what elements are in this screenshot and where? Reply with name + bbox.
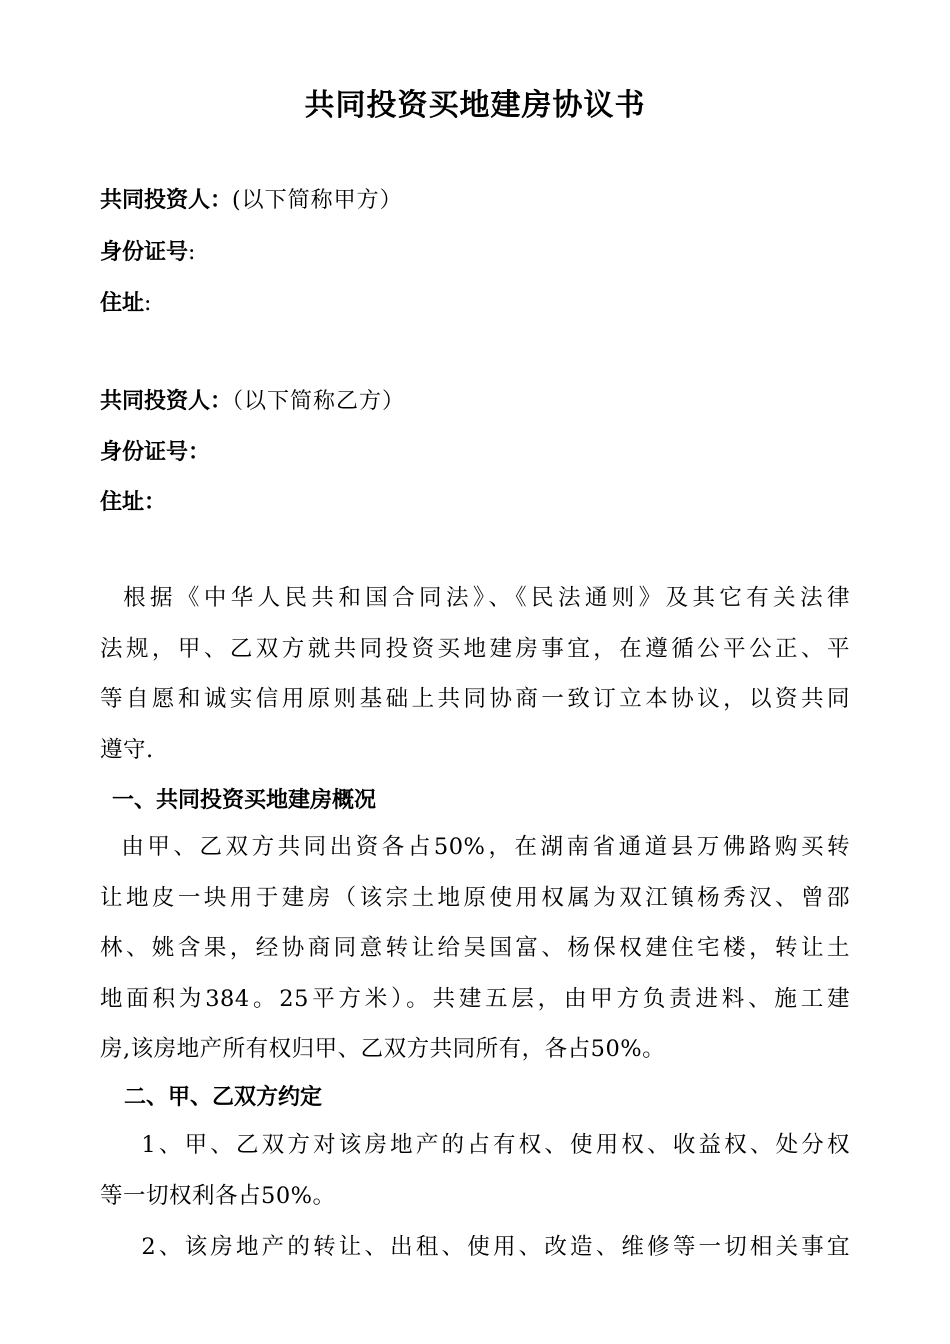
party-b-id-line — [100, 435, 210, 466]
party-b-address-line — [100, 485, 166, 516]
intro-line: 等自愿和诚实信用原则基础上共同协商一致订立本协议，以资共同 — [100, 686, 850, 713]
party-a-address-line — [100, 286, 152, 317]
party-a-id-line — [100, 235, 196, 266]
party-a-investor-note: (以下简称甲方） — [232, 188, 403, 213]
party-a-address-colon: : — [144, 291, 153, 316]
party-b-investor-label: 共同投资人： — [100, 389, 233, 414]
party-a-investor-line — [100, 183, 403, 214]
section-2-item-2-line: 2、该房地产的转让、出租、使用、改造、维修等一切相关事宜 — [100, 1234, 850, 1260]
section-1-line: 让地皮一块用于建房（该宗土地原使用权属为双江镇杨秀汉、曾邵 — [100, 884, 850, 911]
section-1-heading: 一、共同投资买地建房概况 — [112, 788, 377, 813]
intro-line: 遵守. — [100, 736, 154, 763]
party-a-investor-label: 共同投资人： — [100, 188, 233, 213]
intro-paragraph — [100, 573, 850, 775]
section-2-item-1 — [100, 1120, 850, 1221]
document-title: 共同投资买地建房协议书 — [304, 88, 646, 123]
section-1-line: 地面积为384。25平方米）。共建五层，由甲方负责进料、施工建 — [100, 985, 850, 1012]
section-2-heading: 二、甲、乙双方约定 — [124, 1085, 323, 1110]
intro-line: 根据《中华人民共和国合同法》、《民法通则》及其它有关法律 — [100, 585, 850, 611]
party-b-address-label: 住址： — [100, 490, 167, 515]
party-b-investor-note: （以下简称乙方） — [232, 389, 406, 414]
section-1-paragraph — [100, 822, 850, 1075]
intro-line: 法规，甲、乙双方就共同投资买地建房事宜，在遵循公平公正、平 — [100, 635, 850, 662]
section-1-line: 林、姚含果，经协商同意转让给吴国富、杨保权建住宅楼，转让土 — [100, 935, 850, 962]
section-1-line: 房,该房地产所有权归甲、乙双方共同所有，各占50%。 — [100, 1036, 666, 1063]
party-b-id-label: 身份证号： — [100, 440, 211, 465]
party-a-address-label: 住址 — [100, 291, 145, 316]
party-a-id-label: 身份证号 — [100, 240, 189, 265]
section-1-line: 由甲、乙双方共同出资各占50%，在湖南省通道县万佛路购买转 — [100, 834, 850, 860]
section-2-item-2 — [100, 1222, 850, 1273]
section-2-item-1-line: 等一切权利各占50%。 — [100, 1182, 336, 1209]
party-b-investor-line — [100, 384, 405, 415]
party-a-id-colon: : — [188, 240, 197, 265]
section-2-item-1-line: 1、甲、乙双方对该房地产的占有权、使用权、收益权、处分权 — [100, 1132, 850, 1158]
